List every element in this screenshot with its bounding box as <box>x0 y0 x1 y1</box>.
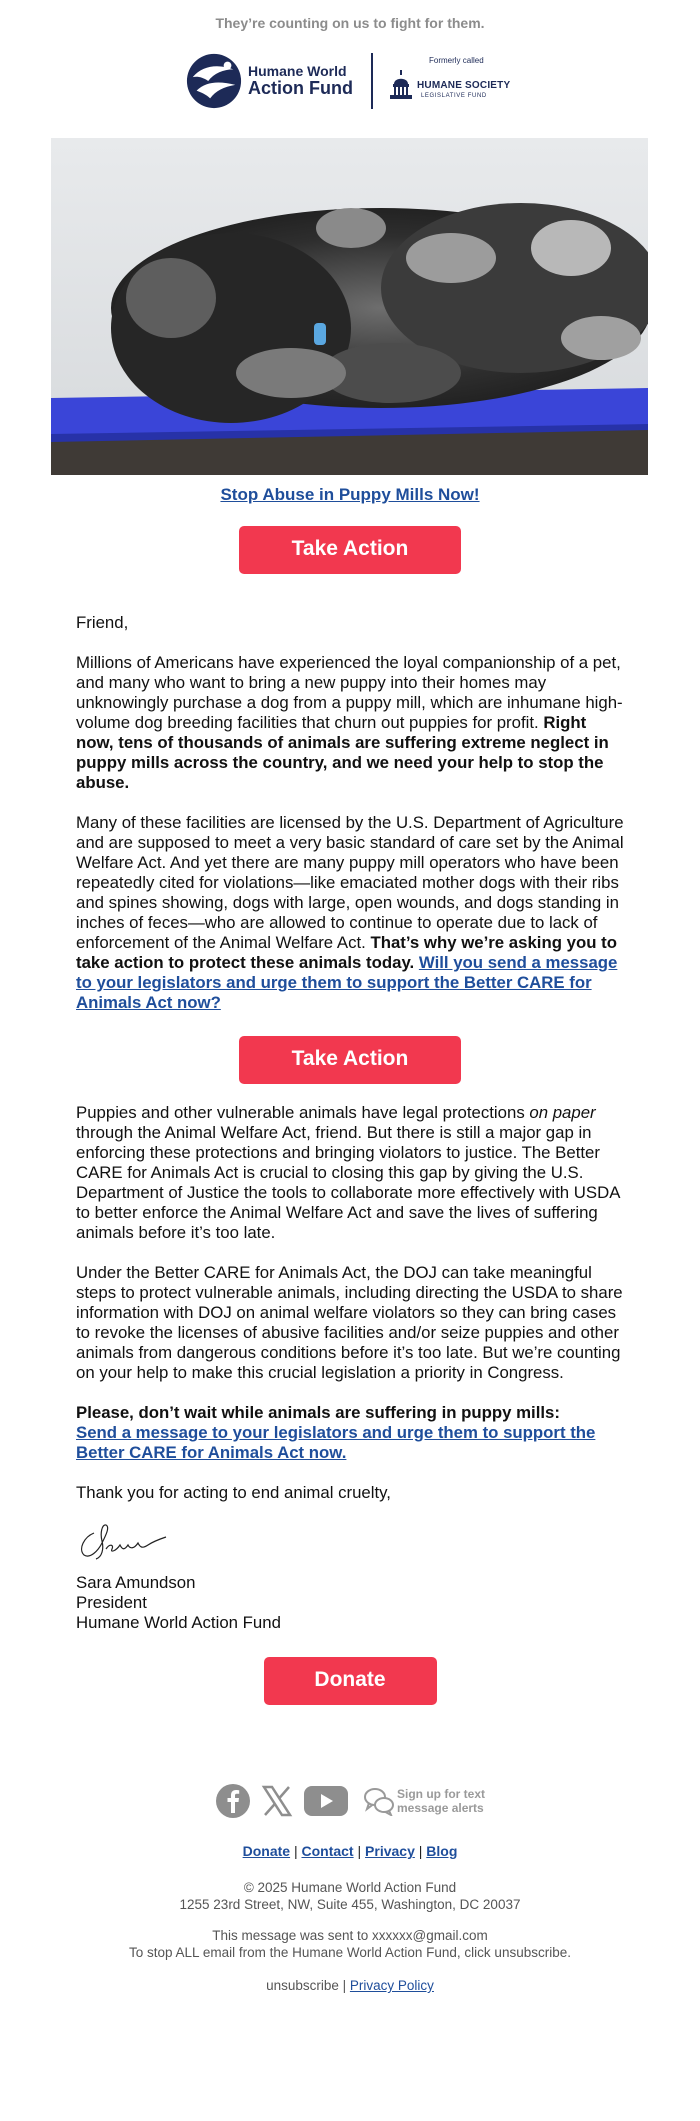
hwaf-logo[interactable] <box>185 52 353 110</box>
signer-name: Sara Amundson <box>76 1573 196 1592</box>
paragraph-3-text-b: through the Animal Welfare Act, friend. But there is still a major gap in enforcing these protections and bringing violators to justice. The Better CARE for Animals Act is crucial to closing this gap by giving the U.S. Department of Justice the tools to collaborate more effectively with USDA to better enforce the Animal Welfare Act and save the lives of suffering animals before it’s too late. <box>76 1123 620 1242</box>
footer-link-contact[interactable]: Contact <box>301 1843 354 1859</box>
send-message-link-2[interactable]: Send a message to your legislators and urge them to support the Better CARE for Animals Act now. <box>76 1423 596 1462</box>
signer-org: Humane World Action Fund <box>76 1613 281 1632</box>
hero-headline-link[interactable]: Stop Abuse in Puppy Mills Now! <box>220 485 480 504</box>
youtube-icon[interactable] <box>303 1784 349 1818</box>
paragraph-2 <box>76 813 628 1013</box>
hslf-logo-line1: HUMANE SOCIETY <box>416 80 511 91</box>
footer-separator: | <box>342 1978 347 1993</box>
closing-line: Thank you for acting to end animal cruelty, <box>76 1483 391 1502</box>
paragraph-5 <box>76 1403 628 1463</box>
privacy-policy-link[interactable]: Privacy Policy <box>349 1978 434 1993</box>
social-links <box>0 1783 700 1819</box>
paragraph-2-text: Many of these facilities are licensed by the U.S. Department of Agriculture and are supposed to meet a very basic standard of care set by the Animal Welfare Act. And yet there are many puppy mill operators who have been repeatedly cited for violations—like emaciated mother dogs with their ribs and spines showing, dogs with large, open wounds, and dogs standing in inches of feces—who are allowed to continue to operate due to lack of enforcement of the Animal Welfare Act. <box>76 813 624 952</box>
letter-body <box>76 613 628 1013</box>
footer-link-blog[interactable]: Blog <box>426 1843 458 1859</box>
hslf-logo-line2: LEGISLATIVE FUND <box>420 93 487 99</box>
footer-separator: | <box>418 1843 423 1859</box>
hwaf-logo-mark-icon <box>185 52 243 110</box>
footer-address-block <box>0 1879 700 1913</box>
take-action-button[interactable]: Take Action <box>239 526 461 574</box>
x-twitter-icon[interactable] <box>259 1783 295 1819</box>
unsubscribe-link[interactable]: unsubscribe <box>266 1978 339 1993</box>
footer-link-privacy[interactable]: Privacy <box>365 1843 415 1859</box>
facebook-icon[interactable] <box>215 1783 251 1819</box>
chat-bubbles-icon <box>363 1786 395 1816</box>
paragraph-1 <box>76 653 628 793</box>
preheader-text: They’re counting on us to fight for them. <box>215 15 485 31</box>
formerly-called-label: Formerly called <box>428 56 484 65</box>
greeting: Friend, <box>76 613 129 632</box>
footer-unsubscribe-row <box>0 1977 700 1994</box>
capitol-dome-icon <box>389 70 413 100</box>
footer-sent-to: This message was sent to xxxxxx@gmail.com <box>212 1928 488 1943</box>
donate-button[interactable]: Donate <box>264 1657 437 1705</box>
paragraph-3 <box>76 1103 628 1243</box>
hero-puppy-image[interactable] <box>51 138 648 475</box>
hslf-logo[interactable] <box>389 52 515 110</box>
logo-divider <box>371 53 373 109</box>
sms-signup-line1: Sign up for text <box>397 1787 485 1801</box>
paragraph-3-italic: on paper <box>529 1103 596 1122</box>
letter-body-2 <box>76 1103 628 1503</box>
footer-copyright: © 2025 Humane World Action Fund <box>243 1880 457 1895</box>
paragraph-4: Under the Better CARE for Animals Act, the DOJ can take meaningful steps to protect vulnerable animals, including directing the USDA to share information with DOJ on animal welfare violators so they can bring cases to revoke the licenses of abusive facilities and/or seize puppies and other animals from dangerous conditions before it’s too late. But we’re counting on your help to make this crucial legislation a priority in Congress. <box>76 1263 623 1382</box>
paragraph-2-bold: That’s why we’re asking you to take action to protect these animals today. <box>76 933 617 972</box>
paragraph-1-text: Millions of Americans have experienced the loyal companionship of a pet, and many who want to bring a new puppy into their homes may unknowingly purchase a dog from a puppy mill, which are inhumane high-volume dog breeding facilities that churn out puppies for profit. <box>76 653 623 732</box>
paragraph-5-bold: Please, don’t wait while animals are suffering in puppy mills: <box>76 1403 560 1422</box>
footer-separator: | <box>357 1843 362 1859</box>
footer-nav <box>0 1843 700 1859</box>
hwaf-logo-line1: Humane World <box>248 63 347 80</box>
signer-block <box>76 1573 628 1633</box>
footer-sent-block <box>0 1927 700 1961</box>
footer-separator: | <box>293 1843 298 1859</box>
hwaf-logo-line2: Action Fund <box>248 77 353 98</box>
paragraph-1-bold: Right now, tens of thousands of animals are suffering extreme neglect in puppy mills across the country, and we need your help to stop the abuse. <box>76 713 609 792</box>
header-logos <box>0 46 700 116</box>
signer-title: President <box>76 1593 147 1612</box>
footer-address: 1255 23rd Street, NW, Suite 455, Washington, DC 20037 <box>179 1897 521 1912</box>
take-action-button-2[interactable]: Take Action <box>239 1036 461 1084</box>
sms-signup-link[interactable] <box>363 1786 485 1816</box>
sms-signup-line2: message alerts <box>397 1801 484 1815</box>
send-message-link-1[interactable]: Will you send a message to your legislators and urge them to support the Better CARE for Animals Act now? <box>76 953 618 1012</box>
footer-link-donate[interactable]: Donate <box>242 1843 291 1859</box>
signature-image <box>76 1515 171 1565</box>
footer-stop-email: To stop ALL email from the Humane World Action Fund, click unsubscribe. <box>129 1945 571 1960</box>
paragraph-3-text-a: Puppies and other vulnerable animals have legal protections <box>76 1103 530 1122</box>
